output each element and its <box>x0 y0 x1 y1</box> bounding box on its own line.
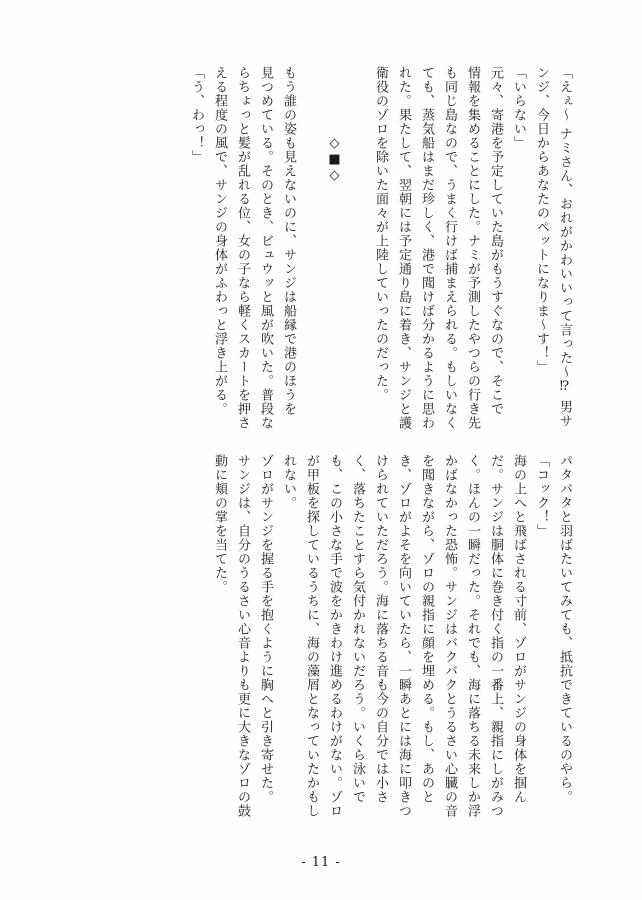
text-line: 「う、わっ！」 <box>189 66 204 164</box>
text-line: 動に頬の掌を当てた。 <box>212 454 227 594</box>
text-line: れた。果たして、翌朝には予定通り島に着き、サンジと護 <box>396 66 411 430</box>
text-line: を聞きながら、ゾロの親指に顔を埋める。もし、あのと <box>419 454 434 804</box>
text-line: 衛役のゾロを除いた面々が上陸していったのだった。 <box>373 66 388 402</box>
text-line: く、落ちたことすら気付かれないだろう。いくら泳いで <box>350 454 365 804</box>
text-line: らちょっと髪が乱れる位、女の子なら軽くスカートを押さ <box>235 66 250 430</box>
text-line: き、ゾロがよそを向いていたら、一瞬あとには海に叩きつ <box>396 454 411 818</box>
text-line: 「コック！」 <box>534 454 549 538</box>
text-line: 見つめている。そのとき、ビュウッと風が吹いた。普段な <box>258 66 273 430</box>
text-line: も同じ島なので、うまく行けば捕まえられる。もしいなく <box>442 66 457 430</box>
text-line: サンジは、自分のうるさい心音よりも更に大きなゾロの鼓 <box>235 454 250 818</box>
text-line: ゾロがサンジを握る手を抱くように胸へと引き寄せた。 <box>258 454 273 804</box>
text-line: 情報を集めることにした。ナミが予測したやつらの行き先 <box>465 66 480 430</box>
upper-text-block <box>185 66 576 430</box>
text-line: パタパタと羽ばたいてみても、抵抗できているのやら。 <box>557 454 572 804</box>
lower-text-block <box>208 454 576 834</box>
text-line: える程度の風で、サンジの身体がふわっと浮き上がる。 <box>212 66 227 416</box>
text-line: 「いらない」 <box>511 66 526 150</box>
text-line: く。ほんの一瞬だった。それでも、海に落ちる未来しか浮 <box>465 454 480 818</box>
text-line: ても、蒸気船はまだ珍しく、港で聞けば分かるように思わ <box>419 66 434 430</box>
text-line: 「えぇ〜 ナミさん、おれがかわいいって言った〜⁉ 男サ <box>557 66 572 429</box>
text-line: もう誰の姿も見えないのに、サンジは船縁で港のほうを <box>281 66 296 416</box>
page-number: - 11 - <box>301 855 341 870</box>
text-line: けられていただろう。海に落ちる音も今の自分では小さ <box>373 454 388 804</box>
blank-line <box>300 66 323 408</box>
blank-line <box>346 66 369 408</box>
text-line: かばなかった恐怖。サンジはバクバクとうるさい心臓の音 <box>442 454 457 818</box>
text-line: れない。 <box>281 454 296 510</box>
text-line: ンジ、今日からあなたのペットになりま〜す！」 <box>534 66 549 374</box>
section-separator: ◇■◇ <box>327 136 342 184</box>
text-line: 海の上へと飛ばされる寸前、ゾロがサンジの身体を掴ん <box>511 454 526 804</box>
text-line: だ。サンジは胴体に巻き付く指の一番上、親指にしがみつ <box>488 454 503 818</box>
text-line: 元々、寄港を予定していた島がもうすぐなので、そこで <box>488 66 503 416</box>
text-line: が甲板を探しているうちに、海の藻屑となっていたかもし <box>304 454 319 818</box>
text-line: も、この小さな手で波をかきわけ進めるわけがない。ゾロ <box>327 454 342 818</box>
